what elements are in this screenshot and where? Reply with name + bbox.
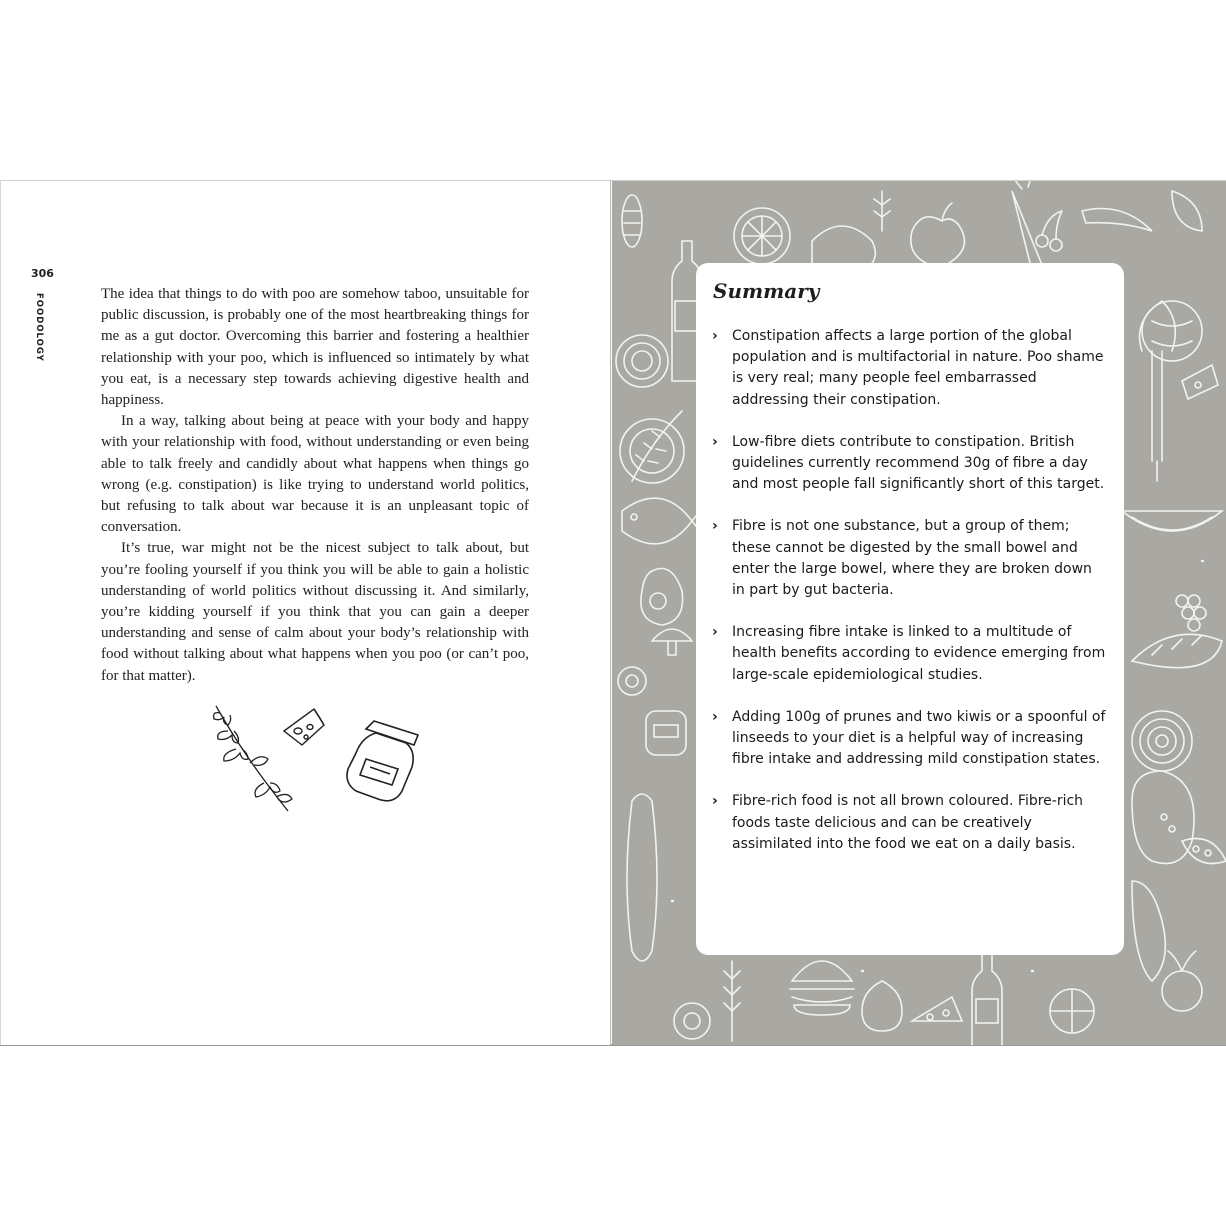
summary-item [712, 516, 1107, 601]
banana-icon [1082, 209, 1152, 232]
leaf-icon [1172, 191, 1202, 231]
chevron-right-icon: › [712, 518, 718, 535]
corn-icon [622, 195, 642, 247]
summary-item-text: Adding 100g of prunes and two kiwis or a spoonful of linseeds to your diet is a helpful way of increasing fibre intake and addressing mild constipation states. [732, 708, 1106, 768]
summary-item-text: Low-fibre diets contribute to constipation. British guidelines currently recommend 30g of fibre a day and most people fall significantly short of this target. [732, 433, 1105, 493]
chevron-right-icon: › [712, 328, 718, 344]
right-page [612, 181, 1226, 1045]
lemon-icon [734, 208, 790, 264]
avocado-icon [641, 569, 683, 626]
paragraph: The idea that things to do with poo are somehow taboo, unsuitable for public discussion, is probably one of the most heartbreaking things for me as a gut doctor. Overcoming this barrier and fostering a healthier relationship with your poo, which is influenced so intimately by what you eat, is a necessary step towards achieving digestive health and happiness. [101, 286, 529, 409]
left-page [0, 181, 611, 1045]
chevron-right-icon: › [712, 433, 718, 450]
summary-item [712, 432, 1107, 496]
chevron-right-icon: › [712, 708, 718, 725]
bottle-bottom-icon [972, 951, 1002, 1045]
pear-icon [862, 981, 902, 1031]
food-illustrations [206, 701, 436, 821]
watermelon-icon [1122, 511, 1222, 531]
chevron-right-icon: › [712, 793, 718, 810]
running-head: FOODOLOGY [34, 293, 44, 362]
carrot-icon [1012, 181, 1042, 271]
tomato-bottom-icon [674, 1003, 710, 1039]
citrus-bottom-icon [1050, 989, 1094, 1033]
onion-slice-icon [1132, 711, 1192, 771]
summary-item-text: Increasing fibre intake is linked to a multitude of health benefits according to evidence emerging from large-scale epidemiological studies. [732, 624, 1106, 683]
burger-icon [790, 961, 854, 1015]
peas-icon [1182, 839, 1226, 864]
cheese-pattern-icon [1182, 365, 1218, 399]
radish-icon [1162, 951, 1202, 1011]
onion-icon [616, 335, 668, 387]
herb-icon [874, 191, 890, 231]
paragraph: In a way, talking about being at peace with your body and happy with your relationship with food, without understanding or even being able to talk freely and candidly about what happens when things go wrong (e.g. constipation) is like trying to understand world politics, but refusing to talk about war because it is an unpleasant topic of conversation. [101, 413, 529, 536]
parsley-icon [214, 706, 292, 811]
summary-list [712, 326, 1107, 876]
jar-pattern-icon [646, 711, 686, 755]
summary-title: Summary [713, 279, 820, 303]
leek-icon [1140, 301, 1176, 481]
cheese-icon [284, 709, 324, 745]
cheese-bottom-icon [912, 997, 962, 1021]
summary-item [712, 791, 1107, 855]
summary-item-text: Constipation affects a large portion of the global population and is multifactorial in nature. Poo shame is very real; many people feel embarrassed addressing their constipation. [732, 328, 1104, 408]
body-text [101, 284, 529, 687]
summary-item [712, 326, 1107, 411]
herb-bottom-icon [724, 961, 740, 1041]
book-spread [0, 180, 1226, 1046]
grapes-icon [1176, 595, 1206, 631]
summary-item-text: Fibre-rich food is not all brown coloured. Fibre-rich foods taste delicious and can be creatively assimilated into the food we eat on a daily basis. [732, 793, 1084, 852]
summary-item [712, 707, 1107, 771]
cherries-icon [1036, 211, 1062, 251]
baguette-icon [1132, 634, 1222, 667]
summary-card [696, 263, 1124, 955]
apple-icon [911, 203, 965, 266]
eggplant-icon [627, 794, 657, 961]
paragraph: It’s true, war might not be the nicest subject to talk about, but you’re fooling yourself if you think you will be able to gain a holistic understanding of world politics without discussing it. And similarly, you’re kidding yourself if you think that you can gain a deeper understanding and sense of calm about your body’s relationship with food without talking about what happens when you poo (or can’t poo, for that matter). [101, 540, 529, 684]
fish-icon [622, 498, 702, 544]
summary-item-text: Fibre is not one substance, but a group of them; these cannot be digested by the small bowel and enter the large bowel, where they are broken down in part by gut bacteria. [732, 518, 1092, 599]
jar-icon [347, 721, 418, 801]
papaya-icon [1132, 771, 1194, 864]
plate-icon [620, 419, 684, 483]
tomato-icon [618, 667, 646, 695]
chevron-right-icon: › [712, 624, 718, 641]
summary-item [712, 622, 1107, 686]
mushroom-icon [652, 629, 692, 655]
page-number: 306 [31, 267, 54, 280]
wrapped-icon [1132, 881, 1165, 981]
